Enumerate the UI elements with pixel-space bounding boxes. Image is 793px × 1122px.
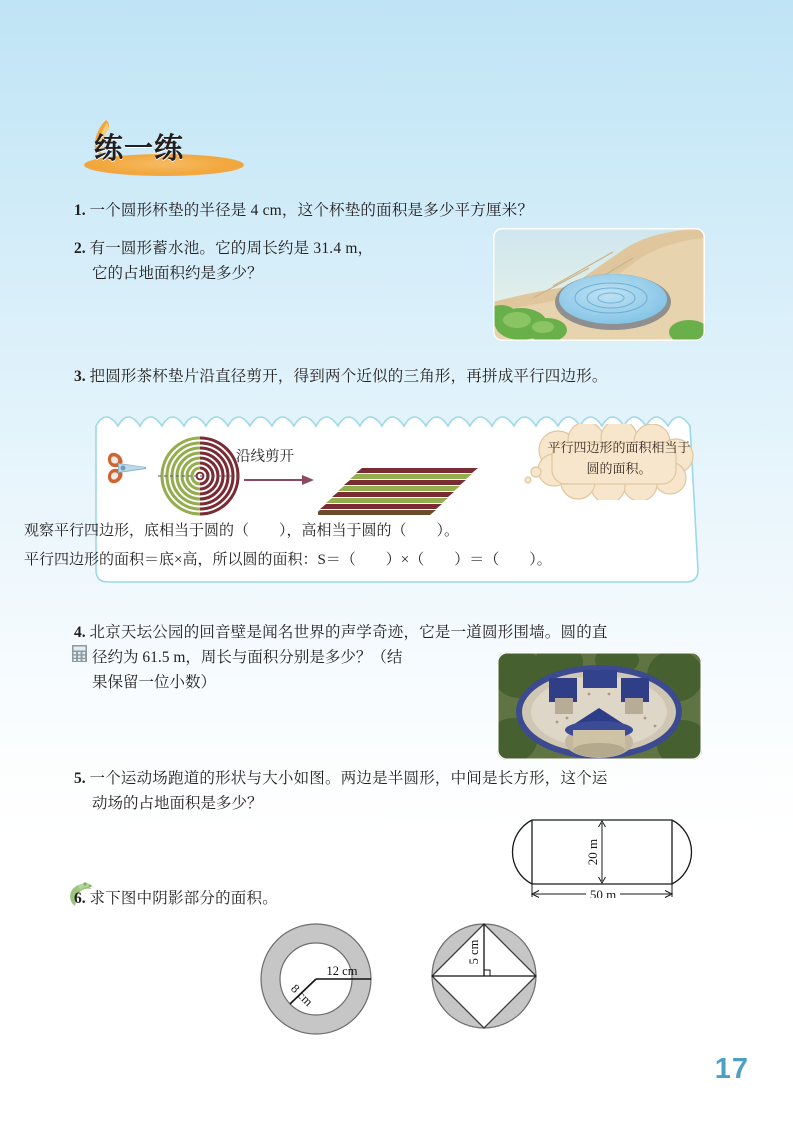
thought-bubble-text: 平行四边形的面积相当于圆的面积。 [547,441,691,477]
question-2-text-line1: 有一圆形蓄水池。它的周长约是 31.4 m， [89,240,374,257]
annulus-outer-radius-label: 12 cm [326,964,358,978]
question-4-number: 4. [74,624,86,641]
running-track-figure [494,806,716,898]
question-4-text-line2: 径约为 61.5 m，周长与面积分别是多少？（结 [92,649,403,666]
question-5-text-line1: 一个运动场跑道的形状与大小如图。两边是半圆形，中间是长方形，这个运 [89,770,608,787]
question-6-text: 求下图中阴影部分的面积。 [89,890,278,907]
inscribed-square-figure [428,916,544,1034]
question-5-text-line2: 动场的占地面积是多少？ [92,795,263,812]
activity-fill-line-2: 平行四边形的面积＝底×高，所以圆的面积：S＝（ ）×（ ）＝（ ）。 [24,552,552,568]
parallelogram-strips-figure [318,468,478,516]
question-2-text-line2: 它的占地面积约是多少？ [92,265,263,282]
calculator-icon [72,645,87,662]
question-3 [74,364,734,389]
question-1 [74,198,714,223]
question-2-number: 2. [74,240,86,257]
annulus-figure [258,920,378,1038]
section-title [78,124,298,180]
section-title-text: 练一练 [94,131,185,165]
question-3-number: 3. [74,368,86,385]
scissors-icon [106,448,154,488]
activity-fill-line-1: 观察平行四边形，底相当于圆的（ ），高相当于圆的（ ）。 [24,523,460,539]
arrow-right-icon [244,474,316,486]
question-6 [74,886,734,911]
circle-radius-label: 5 cm [467,939,481,965]
question-5-number: 5. [74,770,86,787]
page-number: 17 [714,1053,749,1085]
cut-along-line-label: 沿线剪开 [236,449,294,465]
echo-wall-photo [497,652,702,760]
question-4-text-line3: 果保留一位小数） [92,674,217,691]
question-6-number: 6. [74,890,86,907]
spiral-circle-figure [158,434,242,518]
track-height-label: 20 m [585,838,600,866]
question-2 [74,236,494,286]
track-width-label: 50 m [589,887,617,898]
question-4-text-line1: 北京天坛公园的回音壁是闻名世界的声学奇迹，它是一道圆形围墙。圆的直 [89,624,608,641]
question-1-text: 一个圆形杯垫的半径是 4 cm，这个杯垫的面积是多少平方厘米？ [89,202,534,219]
question-1-number: 1. [74,202,86,219]
annulus-inner-radius-label: 8 cm [288,981,316,1009]
question-3-text: 把圆形茶杯垫片沿直径剪开，得到两个近似的三角形，再拼成平行四边形。 [89,368,608,385]
reservoir-illustration [493,228,705,341]
